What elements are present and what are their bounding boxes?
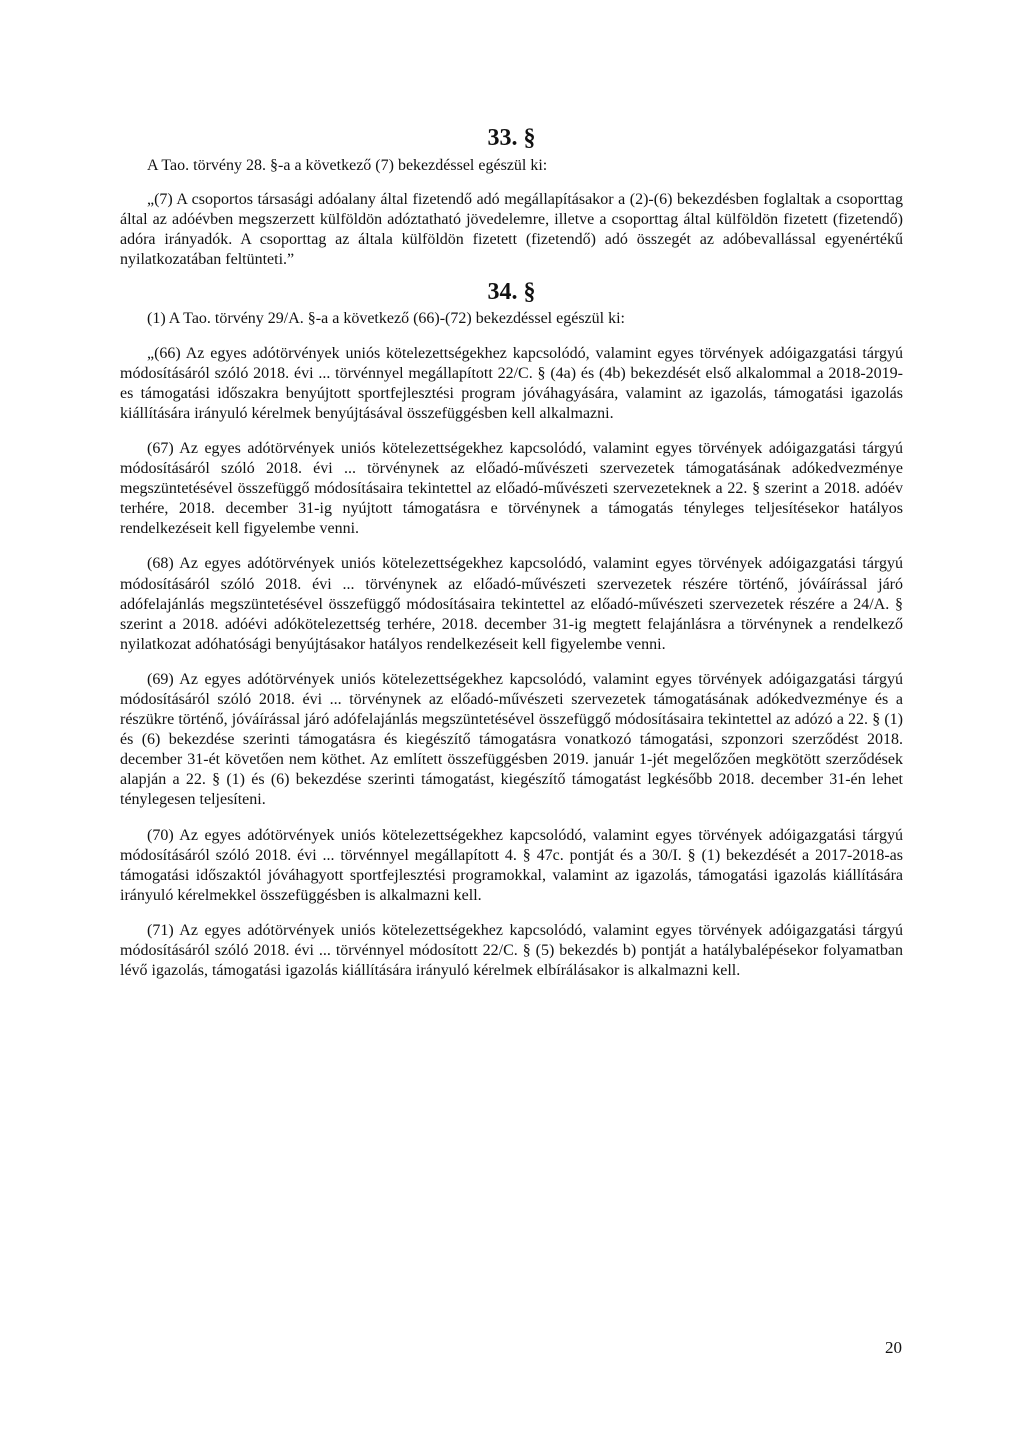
page-number: 20 (885, 1338, 902, 1357)
document-page (120, 125, 903, 981)
section-33-intro: A Tao. törvény 28. §-a a következő (7) bekezdéssel egészül ki: (147, 157, 548, 174)
paragraph-68: (68) Az egyes adótörvények uniós kötelezettségekhez kapcsolódó, valamint egyes törvények adóigazgatási tárgyú módosításáról szóló 2018. évi ... törvénynek az előadó-művészeti szervezetek részére történő, jóváírással járó adófelajánlás megszüntetésével összefüggő módosításaira tekintettel az előadó-művészeti szervezetek részére a 24/A. § szerint a 2018. adóévi adókötelezettség terhére, 2018. december 31-ig megtett felajánlásra a törvénynek a rendelkező nyilatkozat adóhatósági benyújtásakor hatályos rendelkezéseit kell figyelembe venni. (120, 555, 903, 653)
paragraph-69: (69) Az egyes adótörvények uniós kötelezettségekhez kapcsolódó, valamint egyes törvények adóigazgatási tárgyú módosításáról szóló 2018. évi ... törvénynek az előadó-művészeti szervezetek támogatásának adókedvezménye és a részükre történő, jóváírással járó adófelajánlás megszüntetésével összefüggő módosításaira tekintettel az adózó a 22. § (1) és (6) bekezdése szerinti támogatásra és kiegészítő támogatásra vonatkozó támogatási, szponzori szerződést 2018. december 31-ét követően nem köthet. Az említett összefüggésben 2019. január 1-jét megelőzően megkötött szerződések alapján a 22. § (1) és (6) bekezdése szerinti támogatást, kiegészítő támogatást legkésőbb 2018. december 31-én lehet ténylegesen teljesíteni. (120, 670, 903, 809)
paragraph-67: (67) Az egyes adótörvények uniós kötelezettségekhez kapcsolódó, valamint egyes törvények adóigazgatási tárgyú módosításáról szóló 2018. évi ... törvénynek az előadó-művészeti szervezetek támogatásának adókedvezménye megszüntetésével összefüggő módosításaira tekintettel az előadó-művészeti szervezeteknek a 22. § szerint a 2018. adóév terhére, 2018. december 31-ig nyújtott támogatásra e törvénynek a támogatás tényleges teljesítésekor hatályos rendelkezéseit kell figyelembe venni. (120, 439, 903, 538)
paragraph-66: „(66) Az egyes adótörvények uniós kötelezettségekhez kapcsolódó, valamint egyes törvények adóigazgatási tárgyú módosításáról szóló 2018. évi ... törvénnyel megállapított 22/C. § (4a) és (4b) bekezdését első alkalommal a 2018-2019-es támogatási időszakra benyújtott sportfejlesztési program jóváhagyására, valamint az igazolás, támogatási igazolás kiállítására irányuló kérelmek benyújtásával összefüggésben kell alkalmazni. (120, 344, 903, 422)
section-33-heading: 33. § (487, 125, 536, 151)
section-33-quote: „(7) A csoportos társasági adóalany által fizetendő adó megállapításakor a (2)-(6) bekezdésben foglaltak a csoporttag által az adóévben megszerzett külföldön adóztatható jövedelemre, illetve a csoporttag által külföldön fizetett (fizetendő) adóra irányadók. A csoporttag az általa külföldön fizetett (fizetendő) adó összegét az adóbevallással egyenértékű nyilatkozatában feltünteti.” (120, 191, 903, 269)
section-34-intro: (1) A Tao. törvény 29/A. §-a a következő (66)-(72) bekezdéssel egészül ki: (147, 310, 625, 328)
paragraph-71: (71) Az egyes adótörvények uniós kötelezettségekhez kapcsolódó, valamint egyes törvények adóigazgatási tárgyú módosításáról szóló 2018. évi ... törvénnyel módosított 22/C. § (5) bekezdés b) pontját a hatálybalépésekor folyamatban lévő igazolás, támogatási igazolás kiállítására irányuló kérelmek elbírálásakor is alkalmazni kell. (120, 921, 903, 980)
section-34-heading: 34. § (487, 279, 536, 306)
paragraph-70: (70) Az egyes adótörvények uniós kötelezettségekhez kapcsolódó, valamint egyes törvények adóigazgatási tárgyú módosításáról szóló 2018. évi ... törvénnyel megállapított 4. § 47c. pontját és a 30/I. § (1) bekezdését a 2017-2018-as támogatási időszaktól jóváhagyott sportfejlesztési programokkal, valamint az igazolás, támogatási igazolás kiállítására irányuló kérelmekkel összefüggésben is alkalmazni kell. (120, 826, 903, 904)
